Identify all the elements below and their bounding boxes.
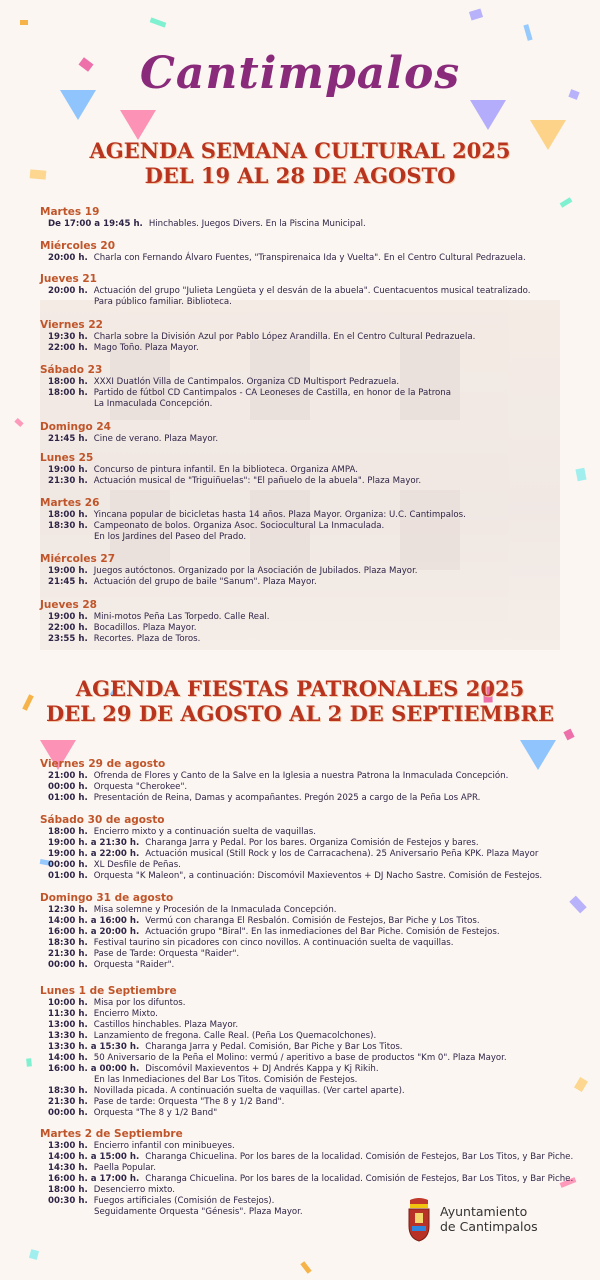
confetti-piece [29,1249,39,1260]
event-time: 13:00 h. [48,1020,88,1030]
event-time: 13:30 h. [48,1031,88,1041]
event-text: Actuación del grupo de baile "Sanum". Plaza Mayor. [93,577,317,587]
confetti-piece [150,17,167,27]
event-text: En las Inmediaciones del Bar Los Titos. Comisión de Festejos. [94,1075,358,1085]
event-time: 14:00 h. [48,1053,88,1063]
event-row [40,219,570,230]
event-text: Juegos autóctonos. Organizado por la Asociación de Jubilados. Plaza Mayor. [93,566,418,576]
confetti-piece [14,418,23,427]
event-time: 14:00 h. a 15:00 h. [48,1152,140,1162]
event-row [40,998,570,1009]
page-title: Cantimpalos [139,48,461,99]
day-title: Lunes 25 [40,452,94,464]
day-block [40,599,570,645]
event-text: Charanga Chicuelina. Por los bares de la localidad. Comisión de Festejos, Bar Los Titos, y Bar Piche. [145,1152,574,1162]
event-row [40,623,570,634]
event-row [40,1042,570,1053]
event-row [40,634,570,645]
event-row [40,434,570,445]
event-text: Lanzamiento de fregona. Calle Real. (Peña Los Quemacolchones). [93,1031,377,1041]
event-text: Presentación de Reina, Damas y acompañantes. Pregón 2025 a cargo de la Peña Los APR. [93,793,481,803]
event-row [40,612,570,623]
confetti-piece [469,8,483,20]
event-time: 21:30 h. [48,1097,88,1107]
day-block [40,421,570,445]
event-time: 21:30 h. [48,949,88,959]
event-text: Discomóvil Maxieventos + DJ Andrés Kappa y Kj Rikih. [145,1064,379,1074]
event-time: 19:00 h. a 22:00 h. [48,849,140,859]
event-text: Actuación musical (Still Rock y los de Carracachena). 25 Aniversario Peña KPK. Plaza Mayor [145,849,539,859]
event-time: 01:00 h. [48,871,88,881]
event-text: Desencierro mixto. [93,1185,176,1195]
event-time: 19:00 h. [48,612,88,622]
event-row [40,521,570,532]
confetti-piece [26,1058,32,1066]
event-time: 19:00 h. a 21:30 h. [48,838,140,848]
confetti-piece [575,468,586,481]
day-title: Miércoles 20 [40,240,116,252]
confetti-piece [569,896,586,914]
event-row [40,793,570,804]
event-row [40,566,570,577]
event-time: 00:00 h. [48,960,88,970]
confetti-piece [20,20,28,25]
event-row [40,332,570,343]
event-row [40,949,570,960]
event-time: 18:00 h. [48,1185,88,1195]
event-time: 21:45 h. [48,577,88,587]
event-time: 19:00 h. [48,566,88,576]
event-time: 13:00 h. [48,1141,88,1151]
confetti-piece [523,24,532,41]
event-time: 14:30 h. [48,1163,88,1173]
event-text: Charla con Fernando Álvaro Fuentes, "Transpirenaica Ida y Vuelta". En el Centro Cultural Pedrazuela. [93,253,526,263]
day-title: Miércoles 27 [40,553,116,565]
event-row [40,1020,570,1031]
event-time: 18:30 h. [48,521,88,531]
event-time: 18:00 h. [48,827,88,837]
ayuntamiento-logo [406,1196,556,1246]
agenda-fiestas-heading [0,676,600,726]
event-row [40,1031,570,1042]
bunting-flag [120,110,156,140]
event-time: 01:00 h. [48,793,88,803]
confetti-piece [574,1077,588,1092]
event-text: Castillos hinchables. Plaza Mayor. [93,1020,239,1030]
day-block [40,814,570,882]
event-text: Encierro mixto y a continuación suelta de vaquillas. [93,827,316,837]
event-row [40,253,570,264]
event-text: XXXI Duatlón Villa de Cantimpalos. Organiza CD Multisport Pedrazuela. [93,377,400,387]
logo-line2: de Cantimpalos [440,1219,538,1234]
event-row [40,1075,570,1086]
event-text: Orquesta "Raider". [93,960,175,970]
event-text: Para público familiar. Biblioteca. [94,297,232,307]
event-time: 10:00 h. [48,998,88,1008]
event-row [40,905,570,916]
event-text: Bocadillos. Plaza Mayor. [93,623,197,633]
event-row [40,1163,570,1174]
event-row [40,510,570,521]
logo-line1: Ayuntamiento [440,1204,528,1219]
event-row [40,465,570,476]
event-text: Cine de verano. Plaza Mayor. [93,434,219,444]
event-time: 22:00 h. [48,623,88,633]
event-row [40,1141,570,1152]
event-row [40,849,570,860]
event-text: Hinchables. Juegos Divers. En la Piscina Municipal. [148,219,366,229]
event-row [40,577,570,588]
day-block [40,240,570,264]
day-block [40,892,570,971]
day-block [40,206,570,230]
event-text: Mini-motos Peña Las Torpedo. Calle Real. [93,612,270,622]
day-block [40,452,570,487]
event-time: De 17:00 a 19:45 h. [48,219,143,229]
event-row [40,927,570,938]
event-row [40,871,570,882]
confetti-piece [300,1261,311,1274]
day-block [40,319,570,354]
day-block [40,985,570,1119]
day-block [40,553,570,588]
event-text: La Inmaculada Concepción. [94,399,213,409]
event-text: Charanga Chicuelina. Por los bares de la localidad. Comisión de Festejos, Bar Los Titos, y Bar Piche. [145,1174,574,1184]
event-time: 18:00 h. [48,388,88,398]
confetti-piece [563,729,574,741]
event-row [40,1009,570,1020]
day-title: Domingo 31 de agosto [40,892,174,904]
event-row [40,916,570,927]
event-row [40,838,570,849]
event-text: Seguidamente Orquesta "Génesis". Plaza Mayor. [94,1207,303,1217]
event-text: Orquesta "The 8 y 1/2 Band" [93,1108,218,1118]
event-text: Actuación grupo "Biral". En las inmediaciones del Bar Piche. Comisión de Festejos. [145,927,500,937]
event-time: 11:30 h. [48,1009,88,1019]
event-text: Charla sobre la División Azul por Pablo López Arandilla. En el Centro Cultural Pedrazuela. [93,332,476,342]
event-time: 00:00 h. [48,1108,88,1118]
event-text: Charanga Jarra y Pedal. Por los bares. Organiza Comisión de Festejos y bares. [145,838,479,848]
event-text: Pase de Tarde: Orquesta "Raider". [93,949,240,959]
coat-of-arms-icon [406,1196,432,1242]
day-block [40,364,570,410]
event-time: 18:00 h. [48,510,88,520]
event-row [40,343,570,354]
event-text: Ofrenda de Flores y Canto de la Salve en la Iglesia a nuestra Patrona la Inmaculada Concepción. [93,771,509,781]
event-text: 50 Aniversario de la Peña el Molino: vermú / aperitivo a base de productos "Km 0". Plaza Mayor. [93,1053,507,1063]
event-time: 18:30 h. [48,1086,88,1096]
event-time: 22:00 h. [48,343,88,353]
event-row [40,1053,570,1064]
event-row [40,377,570,388]
day-block [40,758,570,804]
event-row [40,1174,574,1185]
event-row [40,827,570,838]
event-text: Recortes. Plaza de Toros. [93,634,201,644]
event-row [40,297,570,308]
event-text: En los Jardines del Paseo del Prado. [94,532,247,542]
event-time: 16:00 h. a 17:00 h. [48,1174,140,1184]
event-time: 20:00 h. [48,253,88,263]
event-text: Concurso de pintura infantil. En la biblioteca. Organiza AMPA. [93,465,358,475]
agenda-semana-line1: AGENDA SEMANA CULTURAL 2025 [89,138,511,163]
event-time: 13:30 h. a 15:30 h. [48,1042,140,1052]
event-text: Misa solemne y Procesión de la Inmaculada Concepción. [93,905,337,915]
day-block [40,497,570,543]
event-time: 14:00 h. a 16:00 h. [48,916,140,926]
day-title: Martes 26 [40,497,100,509]
day-title: Viernes 29 de agosto [40,758,166,770]
event-row [40,286,570,297]
event-row [40,938,570,949]
event-text: Misa por los difuntos. [93,998,186,1008]
day-block [40,273,570,308]
event-text: Orquesta "K Maleon", a continuación: Discomóvil Maxieventos + DJ Nacho Sastre. Comisión de Festejos. [93,871,543,881]
event-row [40,1064,570,1075]
event-row [40,1086,570,1097]
event-time: 23:55 h. [48,634,88,644]
event-time: 00:00 h. [48,782,88,792]
event-row [40,960,570,971]
event-text: Festival taurino sin picadores con cinco novillos. A continuación suelta de vaquillas. [93,938,454,948]
event-time: 18:30 h. [48,938,88,948]
event-text: Pase de tarde: Orquesta "The 8 y 1/2 Band". [93,1097,285,1107]
event-time: 16:00 h. a 00:00 h. [48,1064,140,1074]
event-row [40,1097,570,1108]
day-title: Lunes 1 de Septiembre [40,985,177,997]
event-time: 12:30 h. [48,905,88,915]
day-title: Sábado 30 de agosto [40,814,165,826]
day-title: Viernes 22 [40,319,103,331]
day-title: Sábado 23 [40,364,103,376]
event-text: Actuación del grupo "Julieta Lengüeta y el desván de la abuela". Cuentacuentos musical teatralizado. [93,286,531,296]
event-time: 21:00 h. [48,771,88,781]
event-text: Paella Popular. [93,1163,157,1173]
event-time: 18:00 h. [48,377,88,387]
event-row [40,532,570,543]
day-title: Domingo 24 [40,421,111,433]
event-row [40,476,570,487]
event-text: XL Desfile de Peñas. [93,860,181,870]
event-time: 19:00 h. [48,465,88,475]
event-time: 21:30 h. [48,476,88,486]
day-title: Jueves 21 [40,273,97,285]
event-time: 20:00 h. [48,286,88,296]
event-text: Mago Toño. Plaza Mayor. [93,343,199,353]
logo-text [440,1204,538,1234]
event-time: 00:30 h. [48,1196,88,1206]
agenda-fiestas-line2: DEL 29 DE AGOSTO AL 2 DE SEPTIEMBRE [46,701,554,726]
event-row [40,782,570,793]
event-row [40,1108,570,1119]
event-text: Orquesta "Cherokee". [93,782,188,792]
event-text: Campeonato de bolos. Organiza Asoc. Sociocultural La Inmaculada. [93,521,385,531]
day-title: Martes 19 [40,206,100,218]
event-text: Encierro infantil con minibueyes. [93,1141,235,1151]
event-time: 16:00 h. a 20:00 h. [48,927,140,937]
event-text: Novillada picada. A continuación suelta de vaquillas. (Ver cartel aparte). [93,1086,405,1096]
event-text: Charanga Jarra y Pedal. Comisión, Bar Piche y Bar Los Titos. [145,1042,403,1052]
event-time: 21:45 h. [48,434,88,444]
event-row [40,860,570,871]
bunting-flag [470,100,506,130]
event-text: Fuegos artificiales (Comisión de Festejos). [93,1196,275,1206]
event-row [40,388,570,399]
event-text: Yincana popular de bicicletas hasta 14 años. Plaza Mayor. Organiza: U.C. Cantimpalos. [93,510,466,520]
event-text: Vermú con charanga El Resbalón. Comisión de Festejos, Bar Piche y Los Titos. [145,916,480,926]
event-text: Partido de fútbol CD Cantimpalos - CA Leoneses de Castilla, en honor de la Patrona [93,388,452,398]
agenda-semana-line2: DEL 19 AL 28 DE AGOSTO [144,163,456,188]
event-text: Encierro Mixto. [93,1009,158,1019]
day-title: Martes 2 de Septiembre [40,1128,183,1140]
event-row [40,1185,570,1196]
event-row [40,771,570,782]
event-text: Actuación musical de "Triguiñuelas": "El pañuelo de la abuela". Plaza Mayor. [93,476,422,486]
event-time: 00:00 h. [48,860,88,870]
day-title: Jueves 28 [40,599,97,611]
event-time: 19:30 h. [48,332,88,342]
agenda-fiestas-line1: AGENDA FIESTAS PATRONALES 2025 [75,676,525,701]
event-row [40,399,570,410]
event-row [40,1152,574,1163]
agenda-semana-heading [0,138,600,188]
